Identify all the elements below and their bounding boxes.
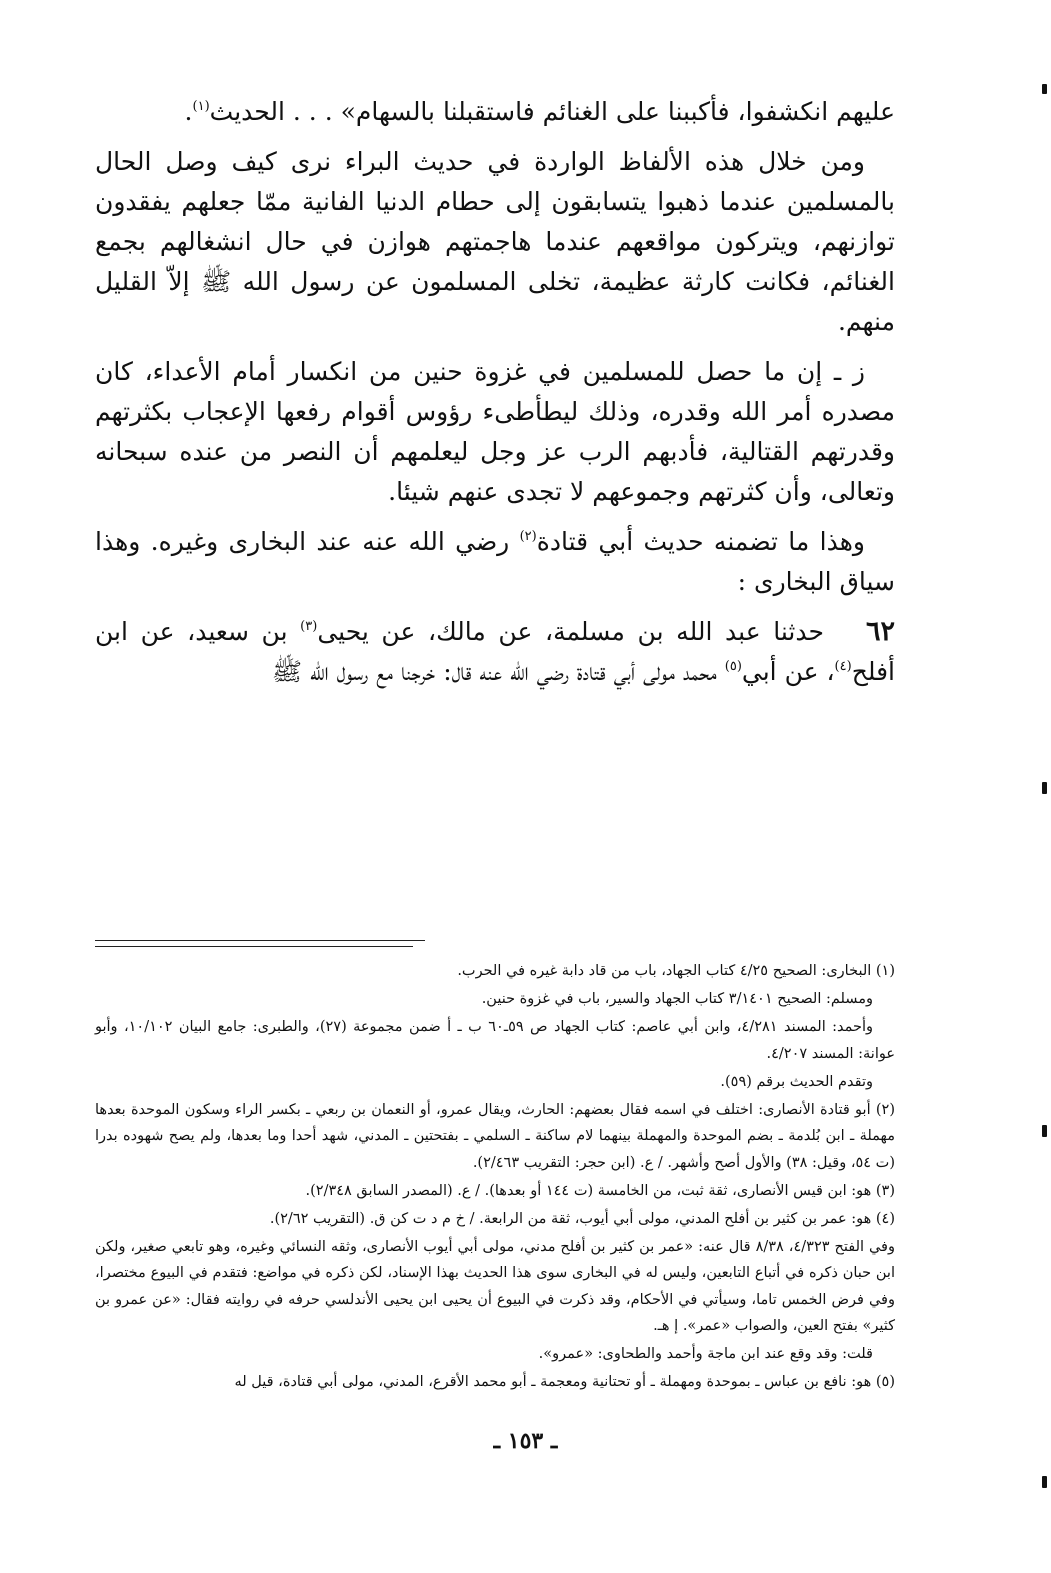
paragraph-2: ومن خلال هذه الألفاظ الواردة في حديث البراء نرى كيف وصل الحال بالمسلمين عندما ذهبوا يتسابقون إلى حطام الدنيا الفانية ممّا جعلهم يفقدون توازنهم، ويتركون مواقعهم عندما هاجمتهم هوازن في حال انشغالهم بجمع الغنائم، فكانت كارثة عظيمة، تخلى المسلمون عن رسول الله ﷺ إلاّ القليل منهم. bbox=[95, 147, 895, 336]
scan-edge-mark bbox=[1042, 782, 1047, 794]
footnote-1: (١) البخارى: الصحيح ٤/٢٥ كتاب الجهاد، باب من قاد دابة غيره في الحرب. bbox=[457, 963, 895, 979]
page-body bbox=[95, 92, 895, 1390]
footnote-4-cont: قلت: وقد وقع عند ابن ماجة وأحمد والطحاوى: «عمرو». bbox=[538, 1346, 873, 1362]
separator-line-bottom bbox=[95, 946, 413, 947]
footnote-1-cont: وأحمد: المسند ٤/٢٨١، وابن أبي عاصم: كتاب الجهاد ص ٥٩ـ٦٠ ب ـ أ ضمن مجموعة (٢٧)، والطبرى: جامع البيان ١٠/١٠٢، وأبو عوانة: المسند ٤/٢٠٧. bbox=[95, 1019, 895, 1062]
footnote-2: (٢) أبو قتادة الأنصارى: اختلف في اسمه فقال بعضهم: الحارث، ويقال عمرو، أو النعمان بن ربعي ـ بكسر الراء وسكون الموحدة بعدها مهملة ـ ابن بُلدمة ـ بضم الموحدة والمهملة بينهما لام ساكنة ـ السلمي ـ بفتحتين ـ المدني، شهد أحدا وما بعدها، ولم يصح شهوده بدرا (ت ٥٤، وقيل: ٣٨) والأول أصح وأشهر. / ع. (ابن حجر: التقريب ٢/٤٦٣). bbox=[95, 1101, 895, 1171]
footnote-4: (٤) هو: عمر بن كثير بن أفلح المدني، مولى أبي أيوب، ثقة من الرابعة. / خ م د ت كن ق. (التقريب ٢/٦٢). bbox=[269, 1210, 895, 1227]
scan-edge-mark bbox=[1042, 1476, 1047, 1488]
footnote-ref-2[interactable]: (٢) bbox=[519, 529, 537, 544]
footnote-5: (٥) هو: نافع بن عباس ـ بموحدة ومهملة ـ أو تحتانية ومعجمة ـ أبو محمد الأقرع، المدني، مولى أبي قتادة، قيل له bbox=[234, 1374, 895, 1390]
page-number: ـ ١٥٣ ـ bbox=[493, 1428, 558, 1454]
footnote-ref-5[interactable]: (٥) bbox=[724, 659, 742, 674]
separator-line-top bbox=[95, 940, 425, 941]
main-text bbox=[95, 92, 895, 692]
scan-edge-mark bbox=[1042, 1125, 1047, 1137]
scan-edge-mark bbox=[1042, 84, 1047, 94]
hadith-paragraph: ٦٢حدثنا عبد الله بن مسلمة، عن مالك، عن يحيى$^{(٣)}$ بن سعيد، عن ابن أفلح$^{(٤)}$، عن أبي$^{(٥)}$ محمد مولى أبي قتادة رضي الله عنه قال: خرجنا مع رسول الله ﷺ bbox=[95, 612, 895, 692]
paragraph-3: ز ـ إن ما حصل للمسلمين في غزوة حنين من انكسار أمام الأعداء، كان مصدره أمر الله وقدره، وذلك ليطأطىء رؤوس أقوام رفعها الإعجاب بكثرتهم وقدرتهم القتالية، فأدبهم الرب عز وجل ليعلمهم أن النصر من عنده سبحانه وتعالى، وأن كثرتهم وجموعهم لا تجدى عنهم شيئا. bbox=[95, 357, 895, 506]
footnote-3: (٣) هو: ابن قيس الأنصارى، ثقة ثبت، من الخامسة (ت ١٤٤ أو بعدها). / ع. (المصدر السابق ٢/٣٤٨). bbox=[305, 1182, 895, 1199]
footnote-4-cont: وفي الفتح ٤/٣٢٣، ٨/٣٨ قال عنه: «عمر بن كثير بن أفلح مدني، مولى أبي أيوب الأنصارى، وثقه النسائي وغيره، وهو تابعي صغير، ولكن ابن حبان ذكره في أتباع التابعين، وليس له في البخارى سوى هذا الحديث بهذا الإسناد، لكن ذكره في مواضع: فتقدم في البيوع مختصرا، وفي فرض الخمس تاما، وسيأتي في الأحكام، وقد ذكرت في البيوع أن يحيى ابن يحيى الأندلسي حرفه في روايته فقال: «عن عمرو بن كثير» بفتح العين، والصواب «عمر». إ هـ. bbox=[95, 1238, 895, 1334]
footnote-separator bbox=[95, 940, 895, 950]
footnote-ref-3[interactable]: (٣) bbox=[300, 619, 318, 634]
footnotes bbox=[95, 958, 895, 1397]
footnote-ref-4[interactable]: (٤) bbox=[834, 659, 852, 674]
footnote-1-cont: ومسلم: الصحيح ٣/١٤٠١ كتاب الجهاد والسير، باب في غزوة حنين. bbox=[481, 991, 873, 1007]
paragraph-1: عليهم انكشفوا، فأكببنا على الغنائم فاستقبلنا بالسهام» . . . الحديث$^{(١)}$. bbox=[184, 97, 895, 126]
paragraph-4: وهذا ما تضمنه حديث أبي قتادة$^{(٢)}$ رضي الله عنه عند البخارى وغيره. وهذا سياق البخارى : bbox=[95, 527, 895, 596]
footnote-ref-1[interactable]: (١) bbox=[192, 99, 210, 114]
footnote-1-cont: وتقدم الحديث برقم (٥٩). bbox=[720, 1073, 873, 1090]
hadith-number: ٦٢ bbox=[865, 616, 895, 647]
